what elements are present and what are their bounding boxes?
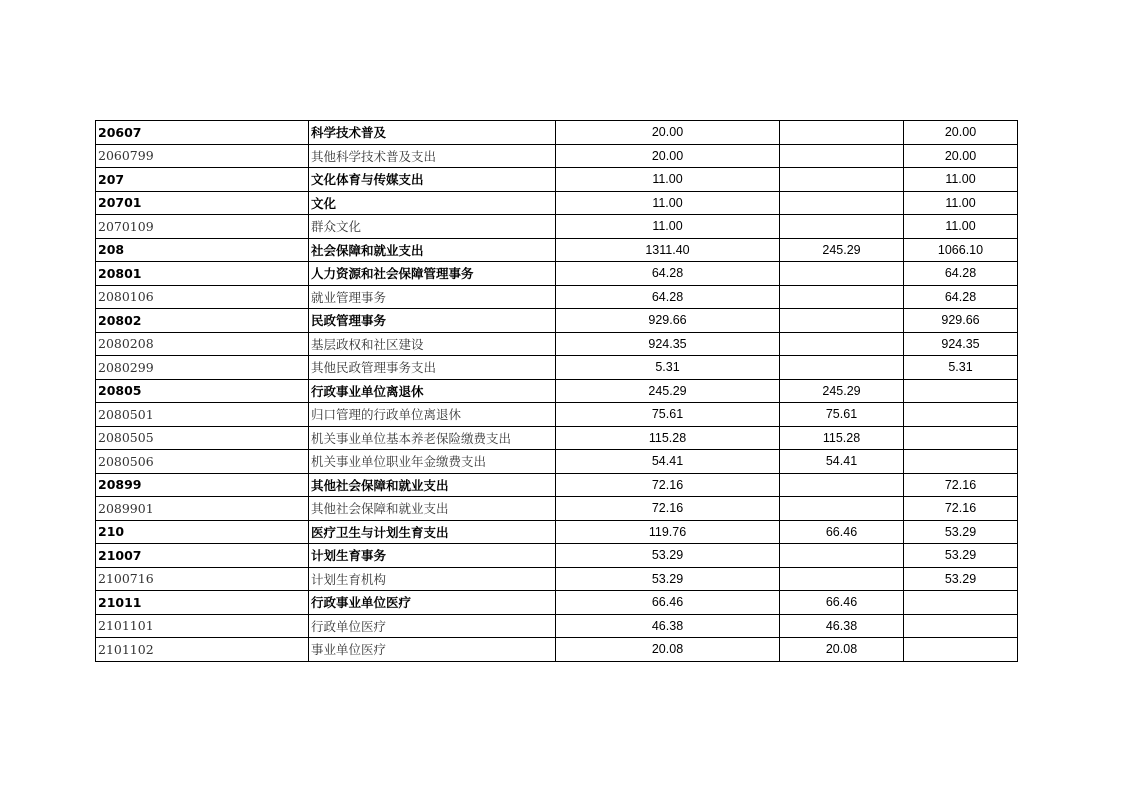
account-code-cell: 2080208 bbox=[96, 332, 309, 356]
account-code-cell: 2080106 bbox=[96, 285, 309, 309]
table-row bbox=[96, 121, 1018, 145]
account-name-cell: 计划生育机构 bbox=[309, 567, 556, 591]
table-row bbox=[96, 638, 1018, 662]
project-expense-cell bbox=[904, 638, 1018, 662]
account-name-cell: 文化 bbox=[309, 191, 556, 215]
account-code-cell: 20607 bbox=[96, 121, 309, 145]
account-name-cell: 行政单位医疗 bbox=[309, 614, 556, 638]
table-row bbox=[96, 473, 1018, 497]
total-amount-cell: 245.29 bbox=[556, 379, 780, 403]
basic-expense-cell: 115.28 bbox=[780, 426, 904, 450]
basic-expense-cell bbox=[780, 356, 904, 380]
account-name-cell: 社会保障和就业支出 bbox=[309, 238, 556, 262]
account-name-cell: 其他科学技术普及支出 bbox=[309, 144, 556, 168]
account-name-cell: 就业管理事务 bbox=[309, 285, 556, 309]
budget-table bbox=[95, 120, 1018, 662]
basic-expense-cell bbox=[780, 567, 904, 591]
account-name-cell: 民政管理事务 bbox=[309, 309, 556, 333]
table-row bbox=[96, 309, 1018, 333]
total-amount-cell: 72.16 bbox=[556, 497, 780, 521]
account-name-cell: 其他社会保障和就业支出 bbox=[309, 497, 556, 521]
budget-table-body bbox=[96, 121, 1018, 662]
project-expense-cell bbox=[904, 450, 1018, 474]
account-code-cell: 2101102 bbox=[96, 638, 309, 662]
account-name-cell: 科学技术普及 bbox=[309, 121, 556, 145]
account-name-cell: 行政事业单位离退休 bbox=[309, 379, 556, 403]
account-code-cell: 2080506 bbox=[96, 450, 309, 474]
total-amount-cell: 75.61 bbox=[556, 403, 780, 427]
table-row bbox=[96, 285, 1018, 309]
basic-expense-cell bbox=[780, 262, 904, 286]
account-name-cell: 归口管理的行政单位离退休 bbox=[309, 403, 556, 427]
total-amount-cell: 53.29 bbox=[556, 567, 780, 591]
project-expense-cell: 924.35 bbox=[904, 332, 1018, 356]
basic-expense-cell bbox=[780, 215, 904, 239]
basic-expense-cell bbox=[780, 497, 904, 521]
basic-expense-cell: 245.29 bbox=[780, 379, 904, 403]
project-expense-cell: 64.28 bbox=[904, 262, 1018, 286]
account-code-cell: 2101101 bbox=[96, 614, 309, 638]
project-expense-cell: 53.29 bbox=[904, 567, 1018, 591]
table-row bbox=[96, 403, 1018, 427]
table-row bbox=[96, 567, 1018, 591]
total-amount-cell: 929.66 bbox=[556, 309, 780, 333]
total-amount-cell: 64.28 bbox=[556, 285, 780, 309]
table-row bbox=[96, 215, 1018, 239]
project-expense-cell: 1066.10 bbox=[904, 238, 1018, 262]
basic-expense-cell bbox=[780, 121, 904, 145]
table-row bbox=[96, 332, 1018, 356]
total-amount-cell: 11.00 bbox=[556, 215, 780, 239]
basic-expense-cell: 245.29 bbox=[780, 238, 904, 262]
account-code-cell: 2100716 bbox=[96, 567, 309, 591]
basic-expense-cell: 46.38 bbox=[780, 614, 904, 638]
account-code-cell: 2080505 bbox=[96, 426, 309, 450]
project-expense-cell: 11.00 bbox=[904, 168, 1018, 192]
account-code-cell: 20805 bbox=[96, 379, 309, 403]
total-amount-cell: 119.76 bbox=[556, 520, 780, 544]
account-code-cell: 21011 bbox=[96, 591, 309, 615]
basic-expense-cell bbox=[780, 309, 904, 333]
basic-expense-cell bbox=[780, 332, 904, 356]
total-amount-cell: 64.28 bbox=[556, 262, 780, 286]
total-amount-cell: 20.00 bbox=[556, 144, 780, 168]
project-expense-cell: 20.00 bbox=[904, 121, 1018, 145]
account-name-cell: 人力资源和社会保障管理事务 bbox=[309, 262, 556, 286]
project-expense-cell bbox=[904, 426, 1018, 450]
table-row bbox=[96, 144, 1018, 168]
account-code-cell: 20701 bbox=[96, 191, 309, 215]
project-expense-cell bbox=[904, 591, 1018, 615]
total-amount-cell: 46.38 bbox=[556, 614, 780, 638]
account-name-cell: 机关事业单位基本养老保险缴费支出 bbox=[309, 426, 556, 450]
account-name-cell: 事业单位医疗 bbox=[309, 638, 556, 662]
account-code-cell: 207 bbox=[96, 168, 309, 192]
table-row bbox=[96, 614, 1018, 638]
basic-expense-cell bbox=[780, 144, 904, 168]
total-amount-cell: 924.35 bbox=[556, 332, 780, 356]
account-code-cell: 208 bbox=[96, 238, 309, 262]
table-row bbox=[96, 450, 1018, 474]
total-amount-cell: 20.08 bbox=[556, 638, 780, 662]
total-amount-cell: 20.00 bbox=[556, 121, 780, 145]
table-row bbox=[96, 591, 1018, 615]
account-code-cell: 20801 bbox=[96, 262, 309, 286]
account-name-cell: 文化体育与传媒支出 bbox=[309, 168, 556, 192]
project-expense-cell: 72.16 bbox=[904, 473, 1018, 497]
basic-expense-cell bbox=[780, 191, 904, 215]
total-amount-cell: 115.28 bbox=[556, 426, 780, 450]
table-row bbox=[96, 168, 1018, 192]
account-code-cell: 21007 bbox=[96, 544, 309, 568]
account-name-cell: 其他社会保障和就业支出 bbox=[309, 473, 556, 497]
total-amount-cell: 53.29 bbox=[556, 544, 780, 568]
account-code-cell: 2070109 bbox=[96, 215, 309, 239]
table-row bbox=[96, 262, 1018, 286]
project-expense-cell: 53.29 bbox=[904, 520, 1018, 544]
account-code-cell: 2060799 bbox=[96, 144, 309, 168]
basic-expense-cell: 20.08 bbox=[780, 638, 904, 662]
project-expense-cell bbox=[904, 379, 1018, 403]
account-name-cell: 其他民政管理事务支出 bbox=[309, 356, 556, 380]
basic-expense-cell: 75.61 bbox=[780, 403, 904, 427]
project-expense-cell: 5.31 bbox=[904, 356, 1018, 380]
account-code-cell: 2089901 bbox=[96, 497, 309, 521]
table-row bbox=[96, 379, 1018, 403]
project-expense-cell: 11.00 bbox=[904, 191, 1018, 215]
account-name-cell: 群众文化 bbox=[309, 215, 556, 239]
table-row bbox=[96, 191, 1018, 215]
total-amount-cell: 54.41 bbox=[556, 450, 780, 474]
account-code-cell: 20899 bbox=[96, 473, 309, 497]
project-expense-cell bbox=[904, 614, 1018, 638]
basic-expense-cell bbox=[780, 544, 904, 568]
basic-expense-cell bbox=[780, 285, 904, 309]
total-amount-cell: 5.31 bbox=[556, 356, 780, 380]
total-amount-cell: 11.00 bbox=[556, 191, 780, 215]
total-amount-cell: 72.16 bbox=[556, 473, 780, 497]
total-amount-cell: 1311.40 bbox=[556, 238, 780, 262]
total-amount-cell: 11.00 bbox=[556, 168, 780, 192]
project-expense-cell: 72.16 bbox=[904, 497, 1018, 521]
table-row bbox=[96, 238, 1018, 262]
project-expense-cell: 11.00 bbox=[904, 215, 1018, 239]
table-row bbox=[96, 497, 1018, 521]
account-name-cell: 计划生育事务 bbox=[309, 544, 556, 568]
basic-expense-cell bbox=[780, 473, 904, 497]
account-code-cell: 210 bbox=[96, 520, 309, 544]
account-name-cell: 行政事业单位医疗 bbox=[309, 591, 556, 615]
project-expense-cell bbox=[904, 403, 1018, 427]
table-row bbox=[96, 426, 1018, 450]
account-code-cell: 2080299 bbox=[96, 356, 309, 380]
table-row bbox=[96, 356, 1018, 380]
project-expense-cell: 53.29 bbox=[904, 544, 1018, 568]
basic-expense-cell: 54.41 bbox=[780, 450, 904, 474]
account-code-cell: 2080501 bbox=[96, 403, 309, 427]
basic-expense-cell bbox=[780, 168, 904, 192]
account-name-cell: 医疗卫生与计划生育支出 bbox=[309, 520, 556, 544]
project-expense-cell: 64.28 bbox=[904, 285, 1018, 309]
basic-expense-cell: 66.46 bbox=[780, 591, 904, 615]
table-row bbox=[96, 544, 1018, 568]
account-name-cell: 基层政权和社区建设 bbox=[309, 332, 556, 356]
table-row bbox=[96, 520, 1018, 544]
account-code-cell: 20802 bbox=[96, 309, 309, 333]
project-expense-cell: 929.66 bbox=[904, 309, 1018, 333]
project-expense-cell: 20.00 bbox=[904, 144, 1018, 168]
basic-expense-cell: 66.46 bbox=[780, 520, 904, 544]
account-name-cell: 机关事业单位职业年金缴费支出 bbox=[309, 450, 556, 474]
total-amount-cell: 66.46 bbox=[556, 591, 780, 615]
